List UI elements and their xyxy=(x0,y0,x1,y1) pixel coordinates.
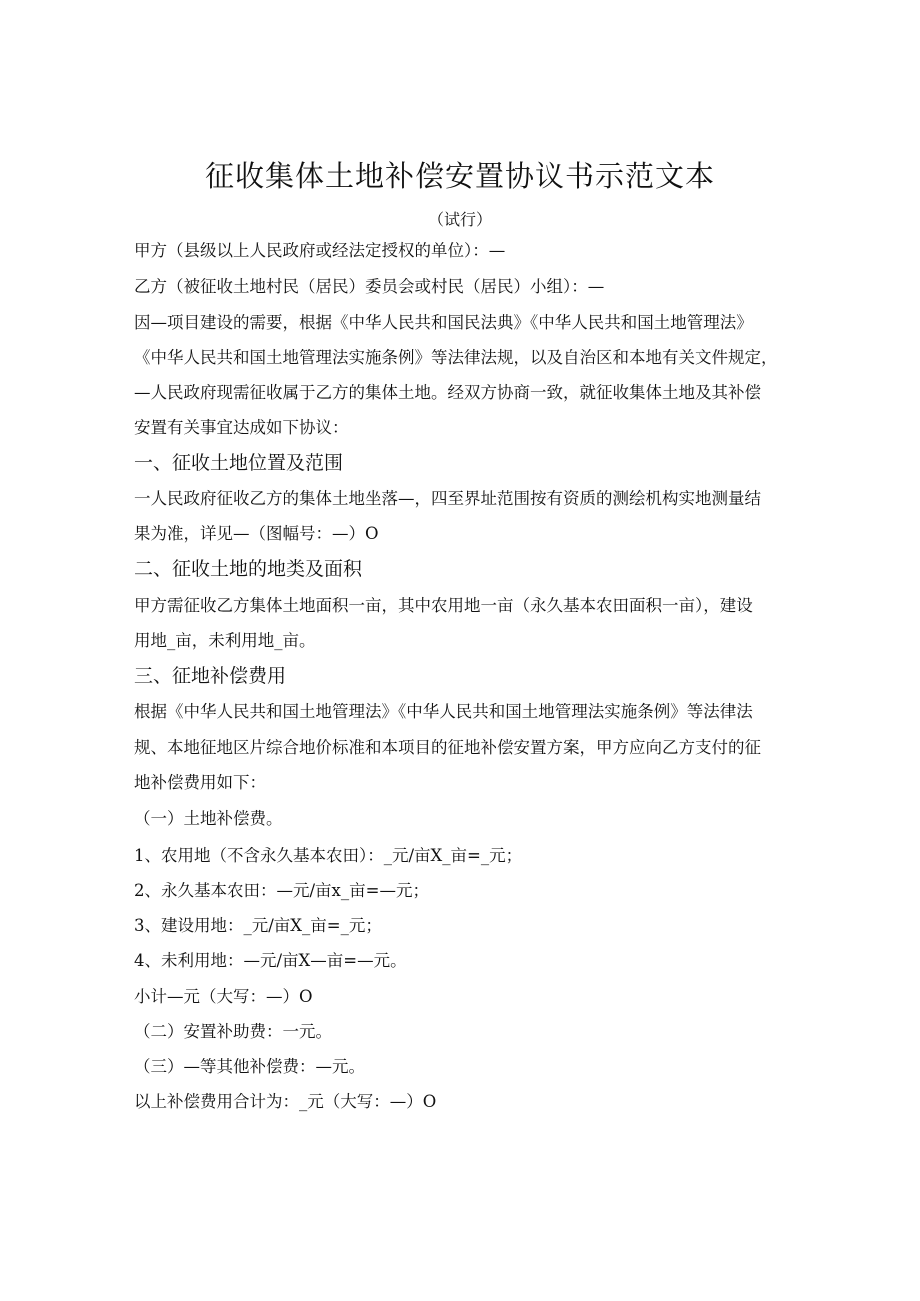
intro-line: 安置有关事宜达成如下协议： xyxy=(134,418,349,437)
section-line: 一人民政府征收乙方的集体土地坐落—，四至界址范围按有资质的测绘机构实地测量结 xyxy=(134,489,761,508)
intro-line: 《中华人民共和国土地管理法实施条例》等法律法规，以及自治区和本地有关文件规定， xyxy=(134,348,778,367)
intro-line: —人民政府现需征收属于乙方的集体土地。经双方协商一致，就征收集体土地及其补偿 xyxy=(134,383,761,402)
document-title: 征收集体土地补偿安置协议书示范文本 xyxy=(204,159,715,193)
fee-item: 3、建设用地：_元/亩X_亩=_元； xyxy=(134,916,382,935)
subsection-label: （一）土地补偿费。 xyxy=(134,809,283,828)
fee-item: 2、永久基本农田：—元/亩x_亩=—元； xyxy=(134,881,429,900)
section-line: 果为准，详见—（图幅号：—）O xyxy=(134,524,379,543)
party-a-line: 甲方（县级以上人民政府或经法定授权的单位）：— xyxy=(134,241,506,260)
section-heading: 三、征地补偿费用 xyxy=(134,665,287,687)
section-line: 地补偿费用如下： xyxy=(134,773,266,792)
intro-line: 因—项目建设的需要，根据《中华人民共和国民法典》《中华人民共和国土地管理法》 xyxy=(134,313,753,332)
fee-item: 1、农用地（不含永久基本农田）：_元/亩X_亩=_元； xyxy=(134,846,523,865)
document-subtitle: （试行） xyxy=(427,210,492,229)
party-b-line: 乙方（被征收土地村民（居民）委员会或村民（居民）小组）：— xyxy=(134,277,605,296)
section-line: 甲方需征收乙方集体土地面积一亩，其中农用地一亩（永久基本农田面积一亩），建设 xyxy=(134,596,753,615)
total-line: 以上补偿费用合计为：_元（大写：—）O xyxy=(134,1092,437,1111)
section-line: 根据《中华人民共和国土地管理法》《中华人民共和国土地管理法实施条例》等法律法 xyxy=(134,702,753,721)
section-line: 用地_亩，未利用地_亩。 xyxy=(134,631,316,650)
fee-item: 4、未利用地：—元/亩X—亩=—元。 xyxy=(134,951,407,970)
subtotal-line: 小计—元（大写：—）O xyxy=(134,987,313,1006)
section-heading: 二、征收土地的地类及面积 xyxy=(134,558,363,580)
section-line: 规、本地征地区片综合地价标准和本项目的征地补偿安置方案，甲方应向乙方支付的征 xyxy=(134,738,761,757)
subsection-label: （三）—等其他补偿费：—元。 xyxy=(134,1057,365,1076)
section-heading: 一、征收土地位置及范围 xyxy=(134,452,344,474)
subsection-label: （二）安置补助费：一元。 xyxy=(134,1022,332,1041)
